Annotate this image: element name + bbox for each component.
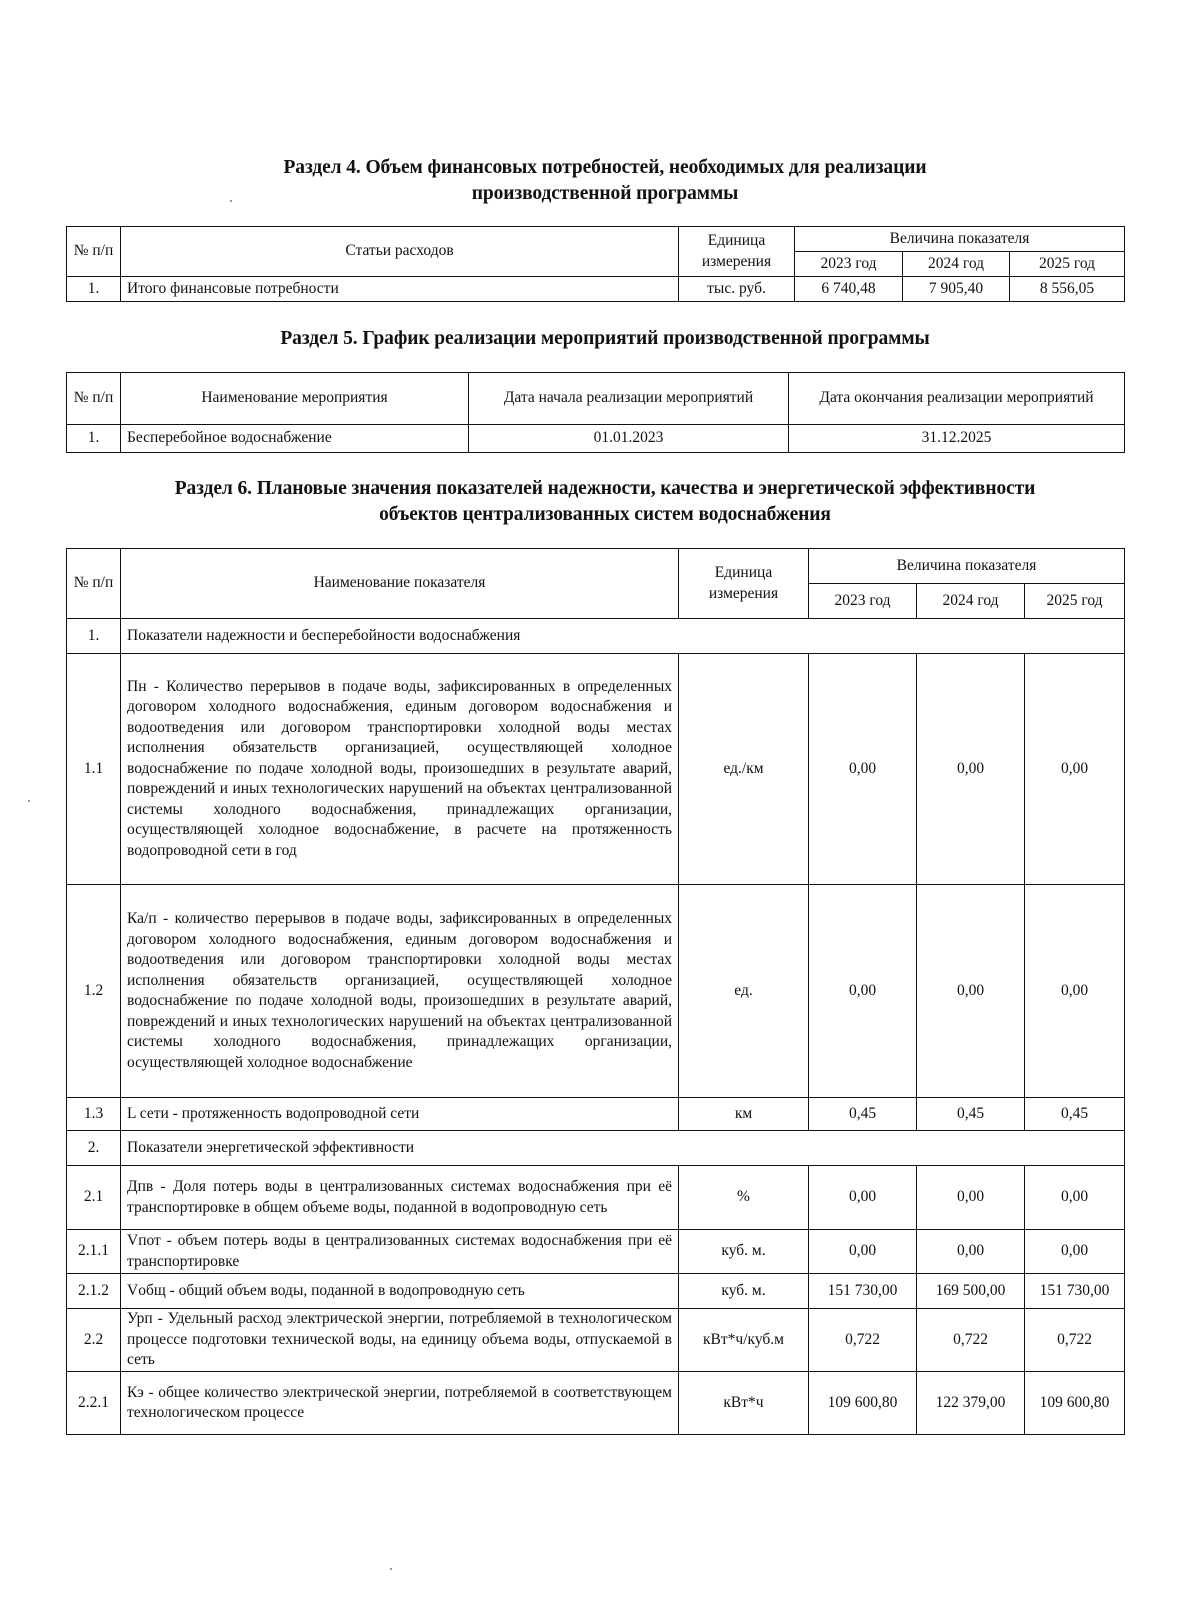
section6-title-line2: объектов централизованных систем водоснабжения [379, 504, 831, 525]
row-unit: ед./км [679, 654, 809, 885]
col-header-2023: 2023 год [795, 252, 903, 277]
col-header-end: Дата окончания реализации мероприятий [789, 373, 1125, 425]
col-header-item: Статьи расходов [121, 227, 679, 277]
row-value-2024: 0,00 [917, 885, 1025, 1098]
section4-title-line1: Раздел 4. Объем финансовых потребностей, необходимых для реализации [283, 157, 927, 178]
row-start-date: 01.01.2023 [469, 425, 789, 453]
row-value-2023: 109 600,80 [809, 1372, 917, 1435]
row-num: 1. [67, 277, 121, 302]
row-value-2025: 8 556,05 [1010, 277, 1125, 302]
row-unit: % [679, 1166, 809, 1230]
col-header-num: № п/п [67, 373, 121, 425]
col-header-2024: 2024 год [903, 252, 1010, 277]
col-header-start: Дата начала реализации мероприятий [469, 373, 789, 425]
group-label: Показатели энергетической эффективности [121, 1131, 1125, 1166]
table-row [67, 654, 1125, 885]
row-value-2024: 0,00 [917, 654, 1025, 885]
section5-title: Раздел 5. График реализации мероприятий производственной программы [280, 328, 930, 349]
row-value-2023: 0,00 [809, 885, 917, 1098]
table-row [67, 1230, 1125, 1274]
row-name: Урп - Удельный расход электрической энергии, потребляемой в технологическом процессе подготовки технической воды, на единицу объема воды, отпускаемой в сеть [121, 1309, 679, 1372]
row-value-2025: 0,00 [1025, 885, 1125, 1098]
group-label: Показатели надежности и бесперебойности водоснабжения [121, 619, 1125, 654]
row-value-2023: 0,45 [809, 1098, 917, 1131]
row-value-2025: 0,00 [1025, 1166, 1125, 1230]
row-name: Vпот - объем потерь воды в централизованных системах водоснабжения при её транспортировке [121, 1230, 679, 1274]
row-unit: кВт*ч/куб.м [679, 1309, 809, 1372]
row-num: 2.1.2 [67, 1274, 121, 1309]
row-value-2023: 0,00 [809, 1230, 917, 1274]
row-value-2024: 169 500,00 [917, 1274, 1025, 1309]
row-value-2023: 0,722 [809, 1309, 917, 1372]
row-num: 2.2 [67, 1309, 121, 1372]
scan-artifact [390, 1568, 392, 1570]
row-value-2023: 0,00 [809, 654, 917, 885]
table-row [67, 1098, 1125, 1131]
col-header-2023: 2023 год [809, 584, 917, 619]
row-value-2025: 0,00 [1025, 1230, 1125, 1274]
row-value-2025: 151 730,00 [1025, 1274, 1125, 1309]
row-name: Ка/п - количество перерывов в подаче воды, зафиксированных в определенных договором холодного водоснабжения, единым договором водоснабжения и водоотведения или договором транспортировки холодной воды местах исполнения обязательств организацией, осуществляющей холодное водоснабжение по подаче холодной воды, произошедших в результате аварий, повреждений и иных технологических нарушений на объектах централизованной системы холодного водоснабжения, принадлежащих организации, осуществляющей холодное водоснабжение [121, 885, 679, 1098]
col-header-2025: 2025 год [1010, 252, 1125, 277]
group-row [67, 619, 1125, 654]
section6-table [66, 548, 1125, 1435]
table-row [67, 425, 1125, 453]
col-header-value-group: Величина показателя [795, 227, 1125, 252]
section4-title-line2: производственной программы [471, 183, 739, 204]
row-num: 2.2.1 [67, 1372, 121, 1435]
row-unit: ед. [679, 885, 809, 1098]
row-value-2025: 0,722 [1025, 1309, 1125, 1372]
row-value-2024: 0,722 [917, 1309, 1025, 1372]
col-header-2024: 2024 год [917, 584, 1025, 619]
table-row [67, 277, 1125, 302]
group-num: 2. [67, 1131, 121, 1166]
table-row [67, 885, 1125, 1098]
col-header-num: № п/п [67, 227, 121, 277]
col-header-unit: Единица измерения [679, 549, 809, 619]
row-unit: куб. м. [679, 1230, 809, 1274]
row-unit: кВт*ч [679, 1372, 809, 1435]
row-name: Бесперебойное водоснабжение [121, 425, 469, 453]
row-value-2023: 6 740,48 [795, 277, 903, 302]
row-value-2024: 122 379,00 [917, 1372, 1025, 1435]
row-num: 1. [67, 425, 121, 453]
section4-table [66, 226, 1125, 302]
col-header-name: Наименование мероприятия [121, 373, 469, 425]
row-value-2024: 0,45 [917, 1098, 1025, 1131]
row-name: L сети - протяженность водопроводной сети [121, 1098, 679, 1131]
row-value-2025: 0,00 [1025, 654, 1125, 885]
section6-title [60, 476, 1150, 528]
row-value-2023: 0,00 [809, 1166, 917, 1230]
group-num: 1. [67, 619, 121, 654]
row-value-2024: 7 905,40 [903, 277, 1010, 302]
row-value-2025: 0,45 [1025, 1098, 1125, 1131]
row-num: 2.1.1 [67, 1230, 121, 1274]
row-name: Пн - Количество перерывов в подаче воды, зафиксированных в определенных договором холодного водоснабжения, единым договором водоснабжения и водоотведения или договором транспортировки холодной воды местах исполнения обязательств организацией, осуществляющей холодное водоснабжение по подаче холодной воды, произошедших в результате аварий, повреждений и иных технологических нарушений на объектах централизованной системы холодного водоснабжения, принадлежащих организации, осуществляющей холодное водоснабжение, в расчете на протяженность водопроводной сети в год [121, 654, 679, 885]
table-row [67, 1372, 1125, 1435]
section5-table [66, 372, 1125, 453]
row-name: Vобщ - общий объем воды, поданной в водопроводную сеть [121, 1274, 679, 1309]
table-row [67, 1166, 1125, 1230]
row-num: 2.1 [67, 1166, 121, 1230]
row-item: Итого финансовые потребности [121, 277, 679, 302]
group-row [67, 1131, 1125, 1166]
col-header-unit: Единица измерения [679, 227, 795, 277]
row-name: Дпв - Доля потерь воды в централизованных системах водоснабжения при её транспортировке в общем объеме воды, поданной в водопроводную сеть [121, 1166, 679, 1230]
row-end-date: 31.12.2025 [789, 425, 1125, 453]
row-value-2024: 0,00 [917, 1166, 1025, 1230]
col-header-value-group: Величина показателя [809, 549, 1125, 584]
row-num: 1.2 [67, 885, 121, 1098]
row-unit: км [679, 1098, 809, 1131]
row-value-2025: 109 600,80 [1025, 1372, 1125, 1435]
col-header-name: Наименование показателя [121, 549, 679, 619]
table-row [67, 1309, 1125, 1372]
row-unit: куб. м. [679, 1274, 809, 1309]
scan-artifact [230, 200, 232, 202]
row-name: Кэ - общее количество электрической энергии, потребляемой в соответствующем технологическом процессе [121, 1372, 679, 1435]
section6-title-line1: Раздел 6. Плановые значения показателей надежности, качества и энергетической эффективности [174, 478, 1036, 499]
col-header-2025: 2025 год [1025, 584, 1125, 619]
row-value-2024: 0,00 [917, 1230, 1025, 1274]
col-header-num: № п/п [67, 549, 121, 619]
row-num: 1.3 [67, 1098, 121, 1131]
row-value-2023: 151 730,00 [809, 1274, 917, 1309]
scan-artifact [28, 800, 30, 802]
row-unit: тыс. руб. [679, 277, 795, 302]
row-num: 1.1 [67, 654, 121, 885]
table-row [67, 1274, 1125, 1309]
section4-title [60, 155, 1150, 207]
